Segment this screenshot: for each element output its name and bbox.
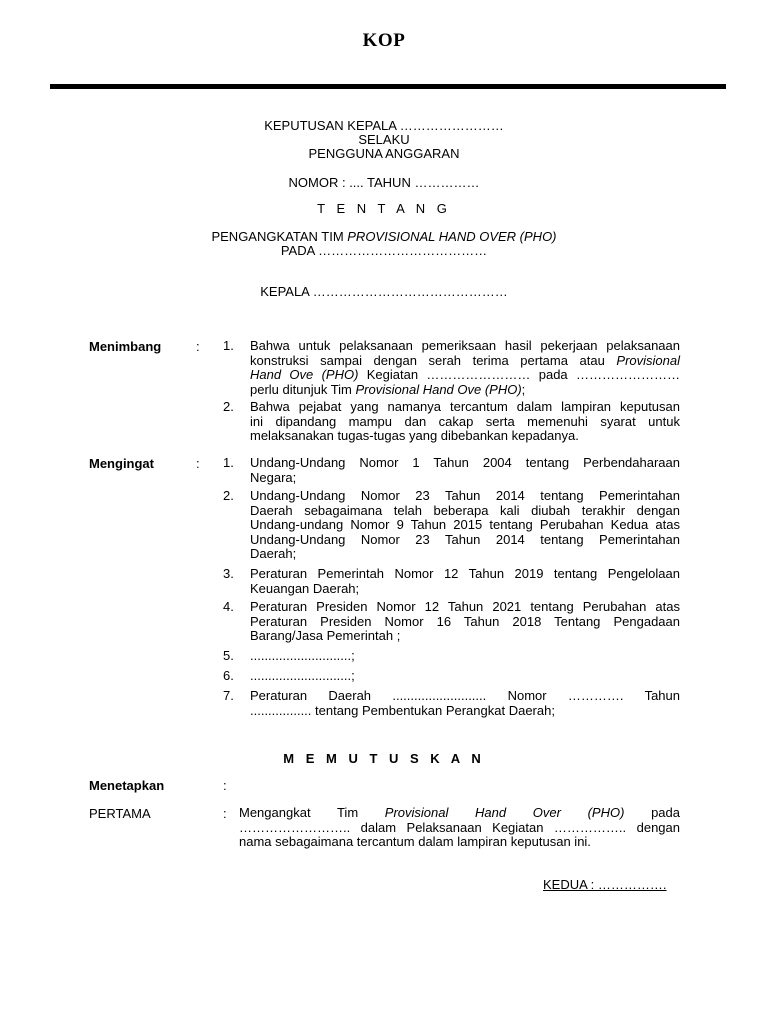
nomor-line: NOMOR : .... TAHUN ……………: [288, 175, 480, 190]
kedua-continuation: KEDUA : …………….: [543, 877, 667, 892]
menetapkan-colon: :: [223, 778, 227, 793]
title-line-3: PENGGUNA ANGGARAN: [308, 146, 460, 161]
subject-prefix: PENGANGKATAN TIM: [211, 229, 348, 244]
kepala-line: KEPALA ………………………………………: [260, 284, 508, 299]
subject-italic: PROVISIONAL HAND OVER (PHO): [347, 229, 557, 244]
mengingat-label: Mengingat: [89, 456, 154, 471]
title-line-1: KEPUTUSAN KEPALA ……………………: [264, 118, 504, 133]
document-page: KOP KEPUTUSAN KEPALA …………………… SELAKU PENGGUNA ANGGARAN NOMOR : .... TAHUN …………… T E N T A N G PENGANGKATAN TIM PROVISIONAL HAND OVER (PHO) PADA ………………………………… KEPALA ……………………………………… Menimbang : 1. Bahwa untuk pelaksanaan pemeriksaan hasil pekerjaan pelaksanaan konstruksi sampai dengan serah terima pertama atau Provisional Hand Ove (PHO) Kegiatan …………………… pada …………………… perlu ditunjuk Tim Provisional Hand Ove (PHO); 2. Bahwa pejabat yang namanya tercantum dalam lampiran keputusan ini dipandang mampu dan cakap serta memenuhi syarat untuk melaksanakan tugas-tugas yang dibebankan kepadanya. Mengingat : 1. Undang-Undang Nomor 1 Tahun 2004 tentang Perbendaharaan Negara; 2. Undang-Undang Nomor 23 Tahun 2014 tentang Pemerintahan Daerah sebagaimana telah beberapa kali diubah terakhir dengan Undang-undang Nomor 9 Tahun 2015 tentang Perubahan Kedua atas Undang-Undang Nomor 23 Tahun 2014 tentang Pemerintahan Daerah; 3. Peraturan Pemerintah Nomor 12 Tahun 2019 tentang Pengelolaan Keuangan Daerah; 4. Peraturan Presiden Nomor 12 Tahun 2021 tentang Perubahan atas Peraturan Presiden Nomor 16 Tahun 2018 Tentang Pengadaan Barang/Jasa Pemerintah ; 5. ............................; 6. ............................; 7. Peraturan Daerah .......................... Nomor …………. Tahun ................. tentang Pembentukan Perangkat Daerah; M E M U T U S K A N Menetapkan : PERTAMA : Mengangkat Tim Provisional Hand Over (PHO) pada …………………….. dalam Pelaksanaan Kegiatan …………….. dengan nama sebagaimana tercantum dalam lampiran keputusan ini. KEDUA : …………….: [0, 0, 768, 1024]
mengingat-colon: :: [196, 456, 200, 471]
pertama-colon: :: [223, 806, 227, 821]
letterhead-kop: KOP: [362, 30, 406, 51]
letterhead-rule: [50, 84, 726, 89]
pertama-text: Mengangkat Tim Provisional Hand Over (PHO) pada …………………….. dalam Pelaksanaan Kegiatan …………….. dengan nama sebagaimana tercantum dalam lampiran keputusan ini.: [239, 805, 680, 849]
subject-line-1: [0, 229, 768, 244]
tentang-heading: T E N T A N G: [317, 201, 451, 216]
subject-line-2: PADA …………………………………: [280, 243, 488, 258]
menimbang-label: Menimbang: [89, 339, 162, 354]
menetapkan-label: Menetapkan: [89, 778, 165, 793]
menimbang-colon: :: [196, 339, 200, 354]
title-line-2: SELAKU: [358, 132, 410, 147]
memutuskan-heading: M E M U T U S K A N: [283, 751, 485, 766]
pertama-label: PERTAMA: [89, 806, 151, 821]
